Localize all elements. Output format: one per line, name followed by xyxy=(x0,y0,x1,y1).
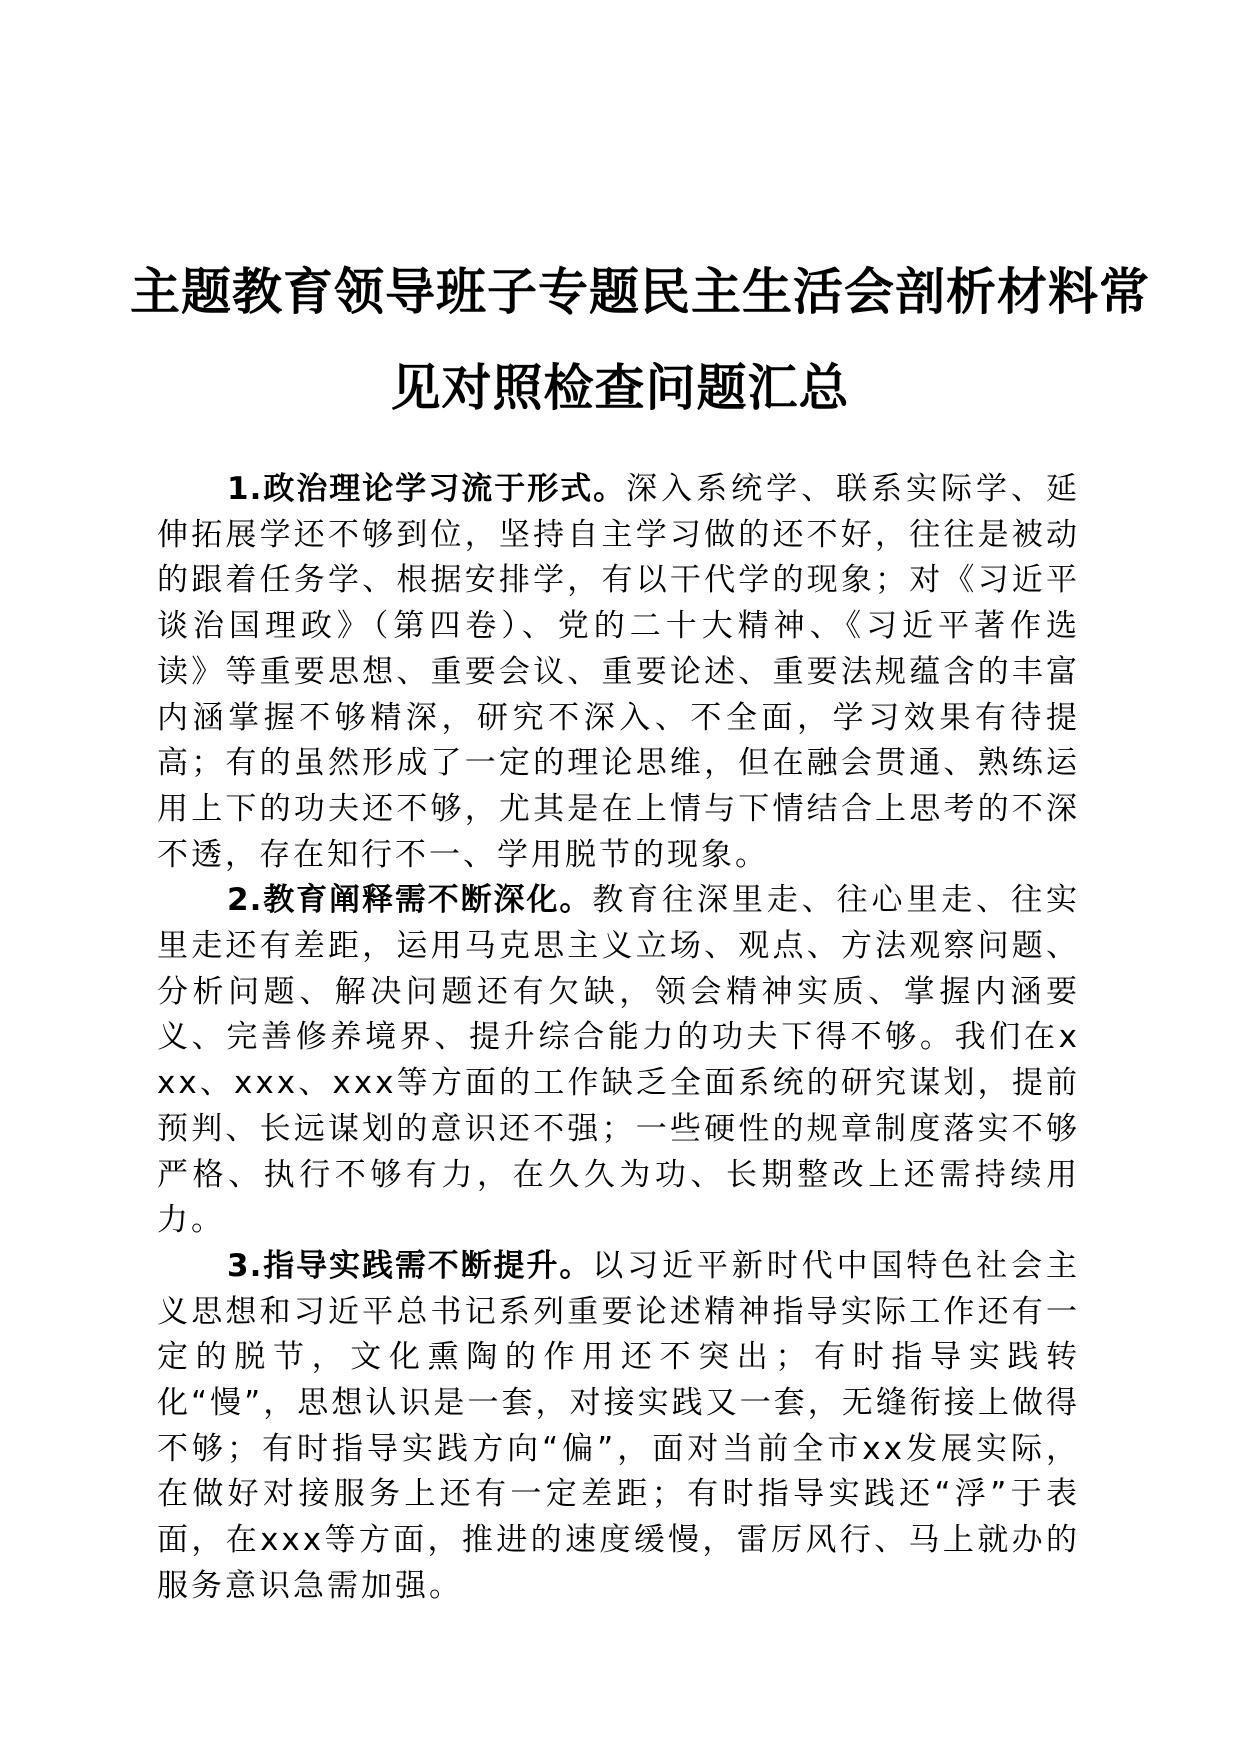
document-body xyxy=(157,467,1080,1610)
section-2-text: 教育往深里走、往心里走、往实里走还有差距，运用马克思主义立场、观点、方法观察问题、分析问题、解决问题还有欠缺，领会精神实质、掌握内涵要义、完善修养境界、提升综合能力的功夫下得不够。我们在xxx、xxx、xxx等方面的工作缺乏全面系统的研究谋划，提前预判、长远谋划的意识还不强；一些硬性的规章制度落实不够严格、执行不够有力，在久久为功、长期整改上还需持续用力。 xyxy=(157,882,1080,1239)
title-line-1: 主题教育领导班子专题民主生活会剖析材料常 xyxy=(130,262,1150,321)
section-3-heading: 3.指导实践需不断提升。 xyxy=(227,1247,593,1284)
section-1-heading: 1.政治理论学习流于形式。 xyxy=(227,471,627,507)
document-title xyxy=(130,244,1150,436)
title-line-2: 见对照检查问题汇总 xyxy=(390,358,850,417)
section-3-text: 以习近平新时代中国特色社会主义思想和习近平总书记系列重要论述精神指导实际工作还有一定的脱节，文化熏陶的作用还不突出；有时指导实践转化“慢”，思想认识是一套，对接实践又一套，无缝衔接上做得不够；有时指导实践方向“偏”，面对当前全市xx发展实际，在做好对接服务上还有一定差距；有时指导实践还“浮”于表面，在xxx等方面，推进的速度缓慢，雷厉风行、马上就办的服务意识急需加强。 xyxy=(157,1247,1080,1604)
section-1-paragraph xyxy=(157,467,1080,878)
section-3-paragraph xyxy=(157,1244,1080,1610)
section-2-heading: 2.教育阐释需不断深化。 xyxy=(227,882,593,919)
section-1-text: 深入系统学、联系实际学、延伸拓展学还不够到位，坚持自主学习做的还不好，往往是被动的跟着任务学、根据安排学，有以干代学的现象；对《习近平谈治国理政》（第四卷）、党的二十大精神、《习近平著作选读》等重要思想、重要会议、重要论述、重要法规蕴含的丰富内涵掌握不够精深，研究不深入、不全面，学习效果有待提高；有的虽然形成了一定的理论思维，但在融会贯通、熟练运用上下的功夫还不够，尤其是在上情与下情结合上思考的不深不透，存在知行不一、学用脱节的现象。 xyxy=(157,471,1080,873)
section-2-paragraph xyxy=(157,878,1080,1244)
